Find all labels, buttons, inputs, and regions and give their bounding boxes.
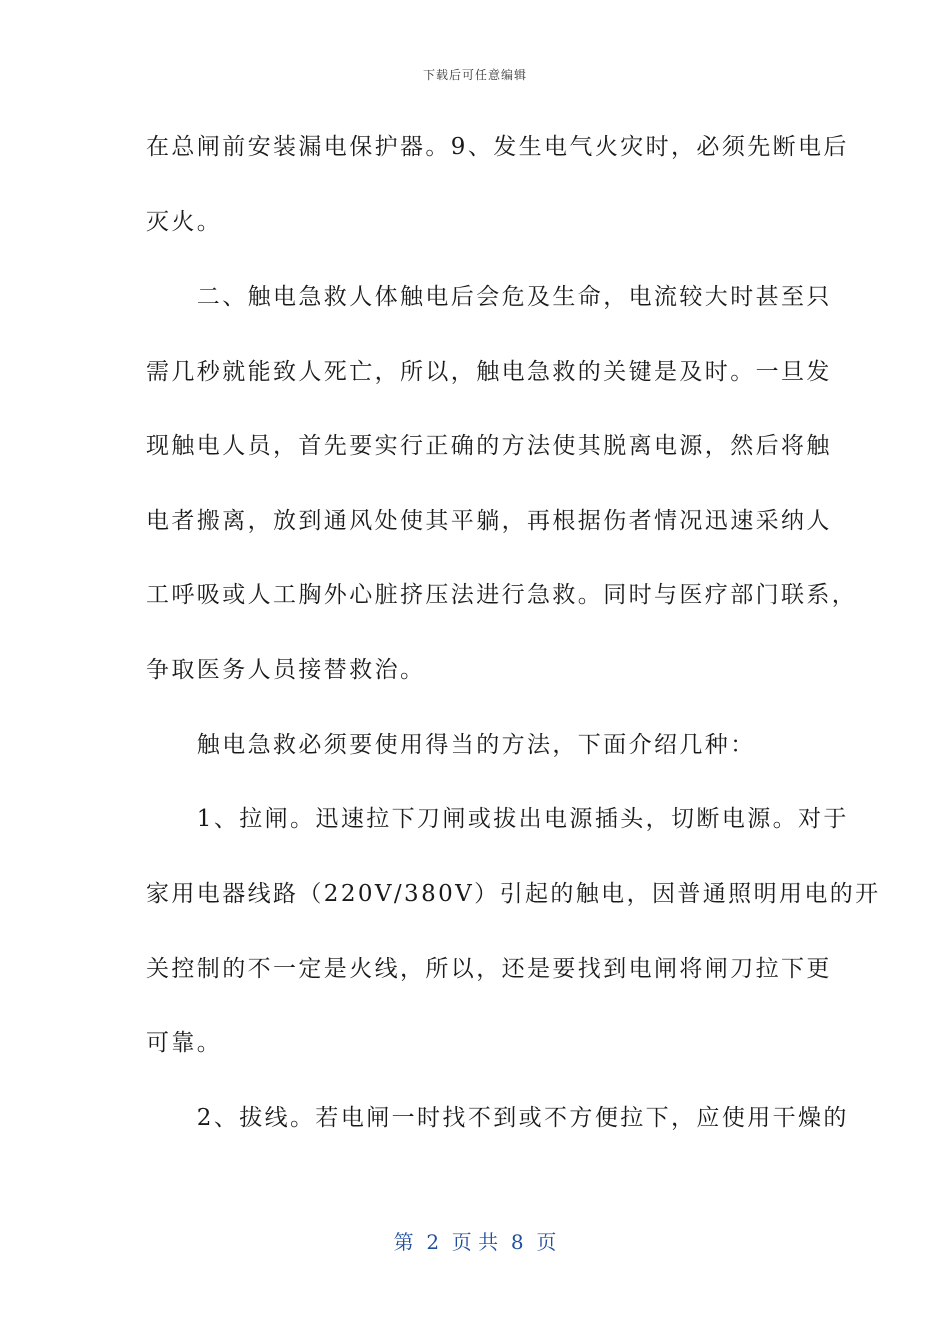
body-text-line: 1、拉闸。迅速拉下刀闸或拔出电源插头，切断电源。对于 [146, 806, 849, 832]
page-number-footer: 第 2 页 共 8 页 [393, 1230, 557, 1254]
body-text-line: 触电急救必须要使用得当的方法，下面介绍几种： [146, 732, 756, 758]
body-text-line: 需几秒就能致人死亡，所以，触电急救的关键是及时。一旦发 [146, 359, 832, 385]
header-note: 下载后可任意编辑 [422, 68, 527, 82]
body-text-line: 二、触电急救人体触电后会危及生命，电流较大时甚至只 [146, 284, 832, 310]
body-text-line: 工呼吸或人工胸外心脏挤压法进行急救。同时与医疗部门联系， [146, 582, 858, 608]
body-text-line: 2、拔线。若电闸一时找不到或不方便拉下，应使用干燥的 [146, 1105, 849, 1131]
body-text-line: 在总闸前安装漏电保护器。9、发生电气火灾时，必须先断电后 [146, 134, 849, 160]
body-text-line: 家用电器线路（220V/380V）引起的触电，因普通照明用电的开 [146, 881, 881, 907]
body-text-line: 争取医务人员接替救治。 [146, 657, 426, 683]
body-text-line: 现触电人员，首先要实行正确的方法使其脱离电源，然后将触 [146, 433, 832, 459]
body-text-line: 灭火。 [146, 209, 223, 235]
body-text-line: 可靠。 [146, 1030, 223, 1056]
body-text-line: 关控制的不一定是火线，所以，还是要找到电闸将闸刀拉下更 [146, 956, 832, 982]
body-text-line: 电者搬离，放到通风处使其平躺，再根据伤者情况迅速采纳人 [146, 508, 832, 534]
